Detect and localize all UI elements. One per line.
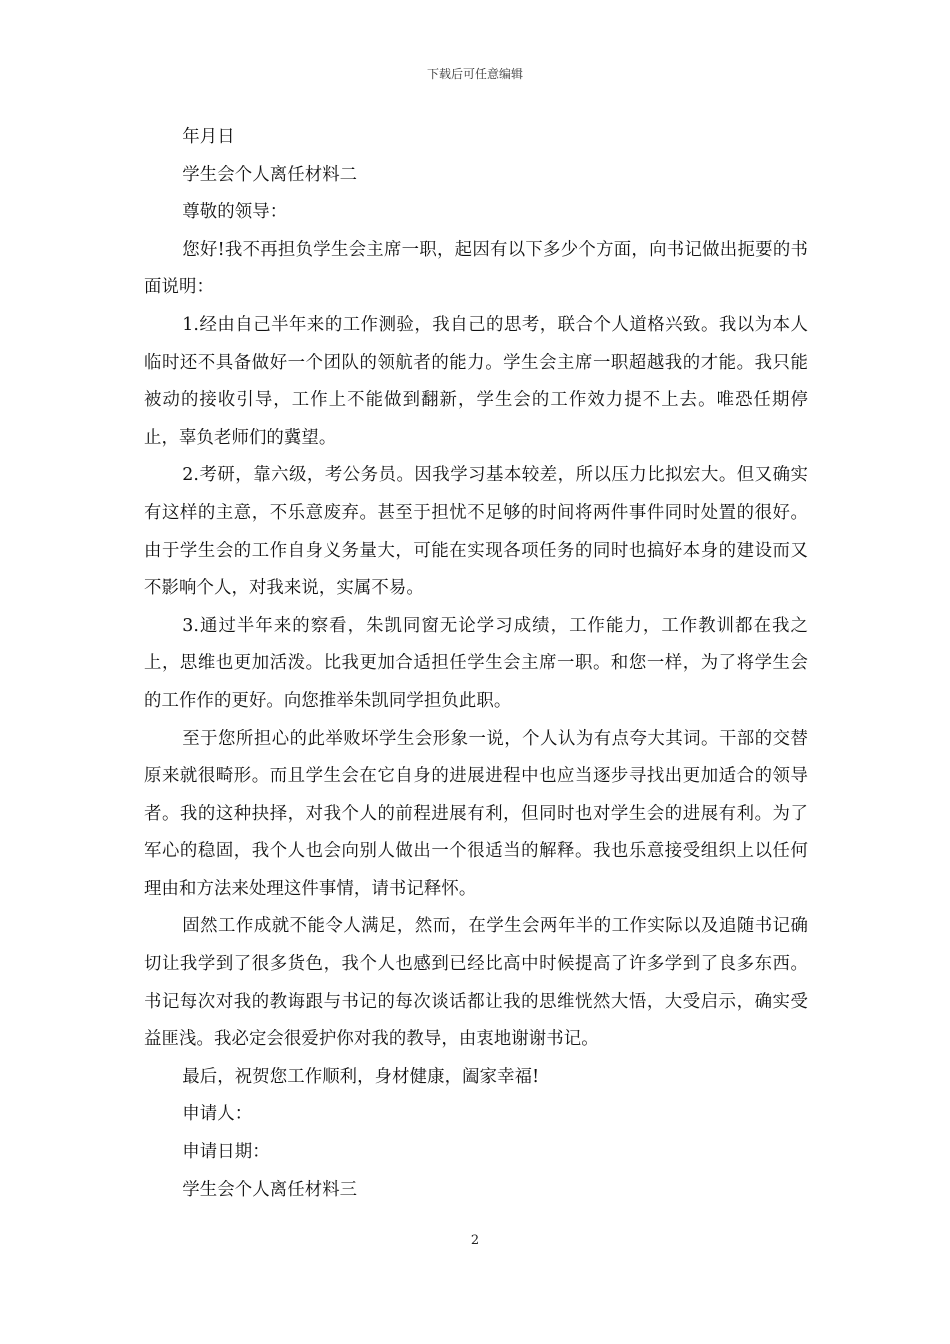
body-paragraph: 您好!我不再担负学生会主席一职，起因有以下多少个方面，向书记做出扼要的书面说明： (144, 239, 808, 298)
body-paragraph: 至于您所担心的此举败坏学生会形象一说，个人认为有点夸大其词。干部的交替原来就很畸形。而且学生会在它自身的进展进程中也应当逐步寻找出更加适合的领导者。我的这种抉择，对我个人的前程进展有利，但同时也对学生会的进展有利。为了军心的稳固，我个人也会向别人做出一个很适当的解释。我也乐意接受组织上以任何理由和方法来处理这件事情，请书记释怀。 (144, 728, 808, 899)
applicant-line: 申请人： (182, 1104, 253, 1125)
body-paragraph: 固然工作成就不能令人满足，然而，在学生会两年半的工作实际以及追随书记确切让我学到了很多货色，我个人也感到已经比高中时候提高了许多学到了良多东西。书记每次对我的教诲跟与书记的每次谈话都让我的思维恍然大悟，大受启示，确实受益匪浅。我必定会很爱护你对我的教导，由衷地谢谢书记。 (144, 916, 808, 1050)
closing-wish: 最后，祝贺您工作顺利，身材健康，阖家幸福! (182, 1066, 540, 1087)
section-title: 学生会个人离任材料二 (182, 164, 358, 185)
body-paragraph: 1.经由自己半年来的工作测验，我自己的思考，联合个人道格兴致。我以为本人临时还不具备做好一个团队的领航者的能力。学生会主席一职超越我的才能。我只能被动的接收引导，工作上不能做到翻新，学生会的工作效力提不上去。唯恐任期停止，辜负老师们的冀望。 (144, 314, 808, 448)
application-date-line: 申请日期： (182, 1142, 270, 1163)
page-header: 下载后可任意编辑 (426, 67, 523, 81)
document-body (144, 119, 808, 1209)
section-title: 学生会个人离任材料三 (182, 1179, 358, 1200)
salutation: 尊敬的领导： (182, 202, 288, 223)
body-paragraph: 3.通过半年来的察看，朱凯同窗无论学习成绩，工作能力，工作教训都在我之上，思维也更加活泼。比我更加合适担任学生会主席一职。和您一样，为了将学生会的工作作的更好。向您推举朱凯同学担负此职。 (144, 615, 808, 711)
page-number: 2 (470, 1233, 480, 1248)
date-line: 年月日 (182, 127, 235, 147)
body-paragraph: 2.考研，靠六级，考公务员。因我学习基本较差，所以压力比拟宏大。但又确实有这样的主意，不乐意废弃。甚至于担忧不足够的时间将两件事件同时处置的很好。由于学生会的工作自身义务量大，可能在实现各项任务的同时也搞好本身的建设而又不影响个人，对我来说，实属不易。 (144, 465, 808, 599)
